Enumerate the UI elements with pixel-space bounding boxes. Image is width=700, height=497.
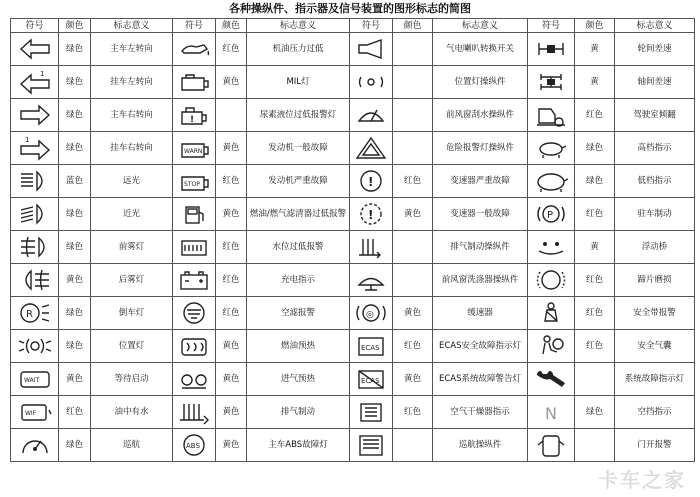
symbol-cell (350, 132, 393, 165)
table-row (11, 33, 695, 66)
symbol-cell (173, 264, 216, 297)
reverse-lamp-icon (15, 299, 55, 327)
meaning-cell: 位置灯操纵件 (433, 66, 528, 99)
symbol-cell (350, 396, 393, 429)
symbol-cell (528, 363, 575, 396)
symbol-cell (350, 66, 393, 99)
symbol-cell (350, 231, 393, 264)
color-cell: 黄色 (216, 396, 247, 429)
color-cell: 红色 (575, 198, 615, 231)
color-cell: 红色 (216, 264, 247, 297)
air-dryer-icon (351, 398, 391, 426)
svg-text:!: ! (190, 115, 195, 125)
color-cell: 绿色 (59, 231, 91, 264)
color-cell: 黄色 (393, 198, 433, 231)
color-cell: 红色 (216, 297, 247, 330)
color-cell: 绿色 (59, 33, 91, 66)
symbol-cell (11, 231, 59, 264)
meaning-cell: ECAS系统故障警告灯 (433, 363, 528, 396)
svg-text:!: ! (368, 175, 374, 189)
meaning-cell: 安全带报警 (615, 297, 695, 330)
color-cell: 绿色 (59, 429, 91, 462)
meaning-cell: 远光 (91, 165, 173, 198)
neutral-icon (531, 398, 571, 426)
cruise-switch-icon (351, 431, 391, 459)
table-row (11, 132, 695, 165)
symbol-cell (350, 33, 393, 66)
arrow-right-trailer-icon (15, 134, 55, 162)
color-cell (575, 429, 615, 462)
page-title: 各种操纵件、指示器及信号装置的图形标志的简图 (229, 2, 471, 15)
meaning-cell: 门开报警 (615, 429, 695, 462)
symbol-table (10, 18, 695, 462)
svg-text:1: 1 (24, 136, 29, 144)
meaning-cell: 排气制动操纵件 (433, 231, 528, 264)
rear-fog-icon (15, 266, 55, 294)
meaning-cell: 前风窗洗涤器操纵件 (433, 264, 528, 297)
symbol-cell (11, 198, 59, 231)
color-cell: 黄色 (59, 363, 91, 396)
position-lamp-icon (15, 332, 55, 360)
color-cell (393, 33, 433, 66)
symbol-cell (11, 396, 59, 429)
color-cell: 红色 (393, 165, 433, 198)
position-lamp-switch-icon (351, 68, 391, 96)
symbol-cell (173, 132, 216, 165)
meaning-cell: 前雾灯 (91, 231, 173, 264)
header-symbol: 符号 (528, 19, 575, 33)
symbol-cell (173, 198, 216, 231)
meaning-cell: 安全气囊 (615, 330, 695, 363)
symbol-cell (173, 33, 216, 66)
intake-preheat-icon (174, 365, 214, 393)
color-cell: 黄 (575, 33, 615, 66)
arrow-left-trailer-icon (15, 68, 55, 96)
exhaust-brake-switch-icon (351, 233, 391, 261)
table-row (11, 231, 695, 264)
symbol-cell (528, 429, 575, 462)
front-fog-icon (15, 233, 55, 261)
color-cell: 黄 (575, 231, 615, 264)
meaning-cell: 蹄片磨损 (615, 264, 695, 297)
color-cell: 红色 (575, 297, 615, 330)
meaning-cell: 发动机一般故障 (247, 132, 350, 165)
meaning-cell: 挂车左转向 (91, 66, 173, 99)
symbol-cell (528, 132, 575, 165)
parking-brake-icon (531, 200, 571, 228)
axle-diff-lock-icon (531, 68, 571, 96)
meaning-cell: 后雾灯 (91, 264, 173, 297)
color-cell: 红色 (59, 396, 91, 429)
color-cell: 红色 (393, 330, 433, 363)
transmission-severe-icon (351, 167, 391, 195)
airbag-icon (531, 332, 571, 360)
water-in-fuel-icon (15, 398, 55, 426)
color-cell: 红色 (575, 264, 615, 297)
color-cell: 红色 (575, 99, 615, 132)
svg-text:P: P (547, 210, 554, 221)
color-cell: 绿色 (59, 330, 91, 363)
meaning-cell: 挂车右转向 (91, 132, 173, 165)
color-cell: 黄 (575, 66, 615, 99)
symbol-cell (11, 330, 59, 363)
symbol-cell (173, 429, 216, 462)
symbol-cell (11, 132, 59, 165)
meaning-cell: 驻车制动 (615, 198, 695, 231)
color-cell: 黄色 (216, 363, 247, 396)
wait-start-icon (15, 365, 55, 393)
svg-text:!: ! (368, 208, 374, 222)
high-beam-icon (15, 167, 55, 195)
washer-switch-icon (351, 266, 391, 294)
wrench-icon (531, 365, 571, 393)
color-cell (393, 429, 433, 462)
transmission-general-icon (351, 200, 391, 228)
color-cell: 绿色 (575, 165, 615, 198)
symbol-cell (11, 264, 59, 297)
meaning-cell: 前风窗刮水操纵件 (433, 99, 528, 132)
header-meaning: 标志意义 (615, 19, 695, 33)
cab-tilt-icon (531, 101, 571, 129)
svg-text:ECAS: ECAS (361, 344, 380, 352)
meaning-cell: 燃油/燃气滤清器过低报警 (247, 198, 350, 231)
svg-text:WIF: WIF (24, 410, 36, 417)
symbol-cell (350, 99, 393, 132)
header-symbol: 符号 (11, 19, 59, 33)
meaning-cell: 巡航 (91, 429, 173, 462)
symbol-cell (528, 165, 575, 198)
meaning-cell: 轴间差速 (615, 66, 695, 99)
windshield-washer-icon (351, 101, 391, 129)
check-engine-icon (174, 101, 214, 129)
ecas-system-icon (351, 365, 391, 393)
meaning-cell: 高档指示 (615, 132, 695, 165)
meaning-cell: 位置灯 (91, 330, 173, 363)
symbol-cell (173, 231, 216, 264)
symbol-cell (528, 396, 575, 429)
svg-text:R: R (25, 309, 33, 320)
meaning-cell: 机油压力过低 (247, 33, 350, 66)
svg-text:◎: ◎ (366, 310, 374, 320)
color-cell: 红色 (575, 330, 615, 363)
symbol-cell (173, 165, 216, 198)
fuel-pump-icon (174, 200, 214, 228)
symbol-cell (528, 264, 575, 297)
color-cell (393, 66, 433, 99)
arrow-right-icon (15, 101, 55, 129)
color-cell: 红色 (216, 33, 247, 66)
meaning-cell: 变速器一般故障 (433, 198, 528, 231)
meaning-cell: 充电指示 (247, 264, 350, 297)
color-cell: 绿色 (59, 99, 91, 132)
meaning-cell: 驾驶室倾翻 (615, 99, 695, 132)
meaning-cell: 进气预热 (247, 363, 350, 396)
meaning-cell: 系统故障指示灯 (615, 363, 695, 396)
color-cell: 绿色 (59, 198, 91, 231)
symbol-cell (350, 297, 393, 330)
symbol-cell (528, 330, 575, 363)
wheel-diff-lock-icon (531, 35, 571, 63)
seat-belt-icon (531, 299, 571, 327)
symbol-cell (11, 429, 59, 462)
symbol-cell (350, 330, 393, 363)
table-row (11, 198, 695, 231)
color-cell (216, 99, 247, 132)
engine-stop-icon (174, 167, 214, 195)
color-cell: 绿色 (59, 297, 91, 330)
meaning-cell: 水位过低报警 (247, 231, 350, 264)
meaning-cell: 浮动桥 (615, 231, 695, 264)
brake-pad-wear-icon (531, 266, 571, 294)
meaning-cell: 油中有水 (91, 396, 173, 429)
low-gear-turtle-icon (531, 167, 571, 195)
color-cell: 绿色 (575, 396, 615, 429)
symbol-cell (173, 99, 216, 132)
symbol-cell (528, 231, 575, 264)
air-filter-icon (174, 299, 214, 327)
mil-engine-icon (174, 68, 214, 96)
meaning-cell: 主车右转向 (91, 99, 173, 132)
symbol-cell (173, 363, 216, 396)
color-cell: 绿色 (59, 66, 91, 99)
engine-oil-pressure-icon (174, 35, 214, 63)
header-color: 颜色 (575, 19, 615, 33)
header-row (11, 19, 695, 33)
symbol-cell (528, 66, 575, 99)
high-gear-turtle-icon (531, 134, 571, 162)
color-cell: 黄色 (59, 264, 91, 297)
symbol-cell (528, 198, 575, 231)
symbol-cell (173, 396, 216, 429)
svg-text:ECAS: ECAS (361, 377, 380, 385)
svg-text:ABS: ABS (186, 442, 200, 450)
symbol-cell (528, 99, 575, 132)
color-cell: 黄色 (216, 429, 247, 462)
meaning-cell: 缓速器 (433, 297, 528, 330)
meaning-cell: ECAS安全故障指示灯 (433, 330, 528, 363)
color-cell (393, 231, 433, 264)
symbol-cell (173, 297, 216, 330)
header-color: 颜色 (393, 19, 433, 33)
color-cell: 红色 (216, 165, 247, 198)
table-row (11, 330, 695, 363)
meaning-cell: 主车左转向 (91, 33, 173, 66)
exhaust-brake-icon (174, 398, 214, 426)
symbol-cell (11, 66, 59, 99)
battery-icon (174, 266, 214, 294)
floating-axle-icon (531, 233, 571, 261)
color-cell: 红色 (216, 231, 247, 264)
color-cell: 黄色 (216, 330, 247, 363)
color-cell: 黄色 (216, 132, 247, 165)
low-beam-icon (15, 200, 55, 228)
meaning-cell: 危险报警灯操纵件 (433, 132, 528, 165)
table-row (11, 99, 695, 132)
ecas-fault-icon (351, 332, 391, 360)
meaning-cell: 轮间差速 (615, 33, 695, 66)
meaning-cell: 近光 (91, 198, 173, 231)
color-cell (393, 264, 433, 297)
color-cell (393, 132, 433, 165)
engine-warn-icon (174, 134, 214, 162)
meaning-cell: 燃油预热 (247, 330, 350, 363)
symbol-cell (11, 99, 59, 132)
symbol-cell (173, 330, 216, 363)
meaning-cell: 巡航操纵件 (433, 429, 528, 462)
color-cell: 黄色 (393, 363, 433, 396)
retarder-icon (351, 299, 391, 327)
cruise-control-icon (15, 431, 55, 459)
table-row (11, 165, 695, 198)
color-cell: 绿色 (59, 132, 91, 165)
symbol-cell (350, 198, 393, 231)
color-cell (393, 99, 433, 132)
symbol-cell (528, 297, 575, 330)
table-row (11, 363, 695, 396)
meaning-cell: 尿素液位过低报警灯 (247, 99, 350, 132)
symbol-cell (350, 264, 393, 297)
meaning-cell: 气电喇叭转换开关 (433, 33, 528, 66)
symbol-cell (173, 66, 216, 99)
meaning-cell: 空气干燥器指示 (433, 396, 528, 429)
meaning-cell: 低档指示 (615, 165, 695, 198)
header-meaning: 标志意义 (433, 19, 528, 33)
meaning-cell: 等待启动 (91, 363, 173, 396)
meaning-cell: 空滤报警 (247, 297, 350, 330)
symbol-cell (350, 429, 393, 462)
symbol-cell (11, 297, 59, 330)
arrow-left-icon (15, 35, 55, 63)
meaning-cell: 发动机严重故障 (247, 165, 350, 198)
coolant-level-icon (174, 233, 214, 261)
symbol-cell (11, 363, 59, 396)
meaning-cell: MIL灯 (247, 66, 350, 99)
svg-text:STOP: STOP (184, 181, 200, 188)
hazard-triangle-icon (351, 134, 391, 162)
color-cell: 黄色 (216, 66, 247, 99)
symbol-cell (11, 165, 59, 198)
meaning-cell: 倒车灯 (91, 297, 173, 330)
table-row (11, 264, 695, 297)
meaning-cell: 排气制动 (247, 396, 350, 429)
trailer-abs-icon (174, 431, 214, 459)
header-symbol: 符号 (350, 19, 393, 33)
svg-text:N: N (545, 404, 557, 423)
header-symbol: 符号 (173, 19, 216, 33)
symbol-cell (350, 363, 393, 396)
table-row (11, 297, 695, 330)
color-cell: 黄色 (216, 198, 247, 231)
door-open-icon (531, 431, 571, 459)
color-cell: 蓝色 (59, 165, 91, 198)
table-row (11, 66, 695, 99)
header-meaning: 标志意义 (91, 19, 173, 33)
svg-text:WARN: WARN (184, 148, 203, 155)
header-meaning: 标志意义 (247, 19, 350, 33)
symbol-cell (350, 165, 393, 198)
table-row (11, 396, 695, 429)
color-cell (575, 363, 615, 396)
meaning-cell: 空挡指示 (615, 396, 695, 429)
meaning-cell: 主车ABS故障灯 (247, 429, 350, 462)
meaning-cell: 变速器严重故障 (433, 165, 528, 198)
glow-plug-icon (174, 332, 214, 360)
color-cell: 黄色 (393, 297, 433, 330)
header-color: 颜色 (59, 19, 91, 33)
table-row (11, 429, 695, 462)
header-color: 颜色 (216, 19, 247, 33)
air-horn-icon (351, 35, 391, 63)
color-cell: 绿色 (575, 132, 615, 165)
symbol-cell (528, 33, 575, 66)
svg-text:WAIT: WAIT (23, 377, 39, 384)
color-cell: 红色 (393, 396, 433, 429)
watermark: 卡车之家 (598, 468, 686, 492)
svg-text:1: 1 (39, 70, 44, 78)
symbol-cell (11, 33, 59, 66)
